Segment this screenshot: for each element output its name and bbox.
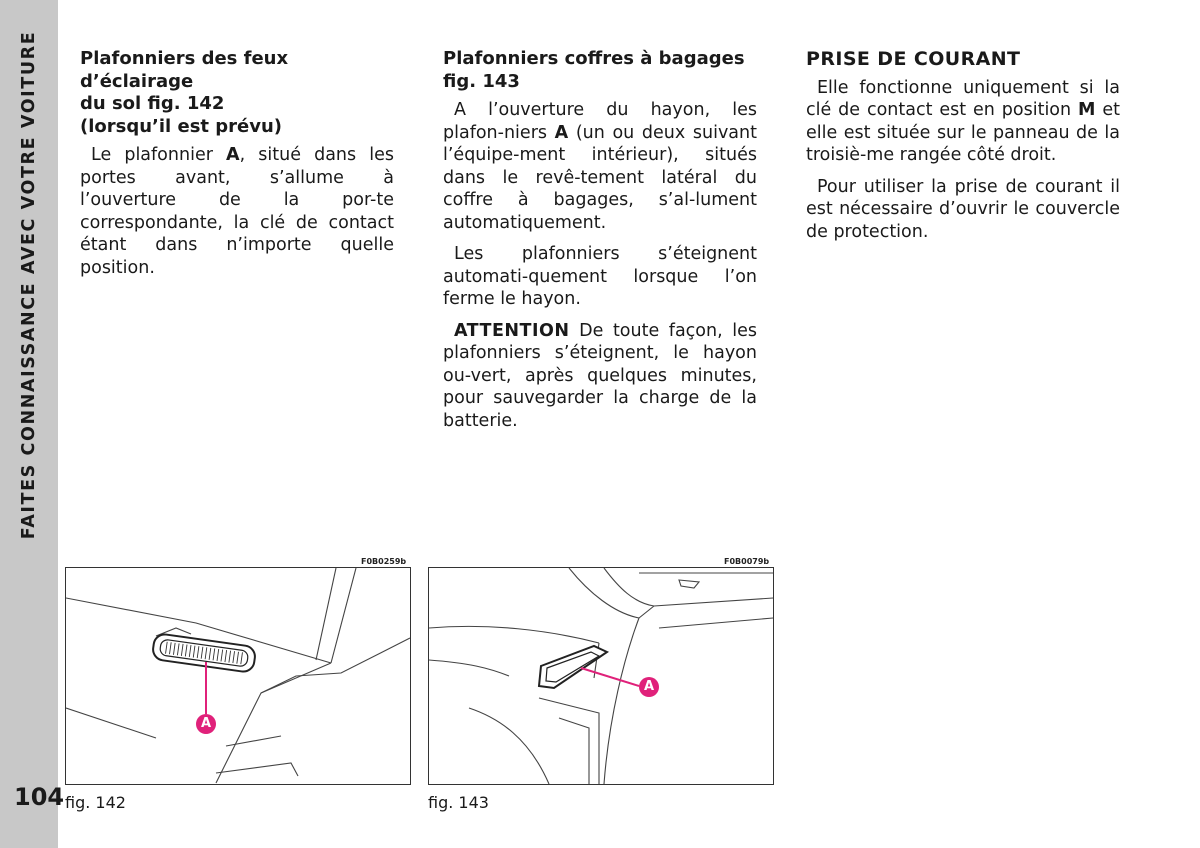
- figure-143: [428, 567, 774, 785]
- attention-paragraph: ATTENTION De toute façon, les plafonniers s’éteignent, le hayon ou-vert, après quelques minutes, pour sauvegarder la charge de la batterie.: [443, 320, 757, 431]
- paragraph: Elle fonctionne uniquement si la clé de contact est en position M et elle est située sur le panneau de la troisiè-me rangée côté droit.: [806, 77, 1120, 165]
- heading-line: Plafonniers coffres à bagages: [443, 48, 745, 69]
- paragraph: Le plafonnier A, situé dans les portes avant, s’allume à l’ouverture de la por-te correspondante, la clé de contact étant dans n’importe quelle position.: [80, 145, 394, 278]
- heading-line: fig. 143: [443, 70, 520, 92]
- heading-line: (lorsqu’il est prévu): [80, 115, 283, 137]
- figure-code: F0B0079b: [724, 557, 770, 566]
- figure-caption: fig. 143: [428, 793, 489, 812]
- heading-line: Plafonniers des feux d’éclairage: [80, 48, 289, 92]
- heading-line: du sol fig. 142: [80, 93, 225, 114]
- page-number: 104: [14, 783, 65, 811]
- heading-power-socket: PRISE DE COURANT: [806, 48, 1021, 70]
- paragraph: A l’ouverture du hayon, les plafon-niers A (un ou deux suivant l’équipe-ment intérieur), situés dans le revê-tement latéral du coffre à bagages, s’al-lument automatiquement.: [443, 100, 757, 233]
- boot-light-illustration: [429, 568, 773, 784]
- heading-floor-lights: [80, 48, 394, 138]
- figure-code: F0B0259b: [361, 557, 407, 566]
- heading-boot-lights: [443, 48, 757, 93]
- door-light-illustration: [66, 568, 410, 784]
- column-power-socket: [806, 48, 1120, 252]
- column-floor-lights: [80, 48, 394, 288]
- figure-caption: fig. 142: [65, 793, 126, 812]
- sidebar: [0, 0, 65, 848]
- marker-a: A: [196, 714, 216, 734]
- section-title: FAITES CONNAISSANCE AVEC VOTRE VOITURE: [19, 30, 39, 540]
- paragraph: Pour utiliser la prise de courant il est nécessaire d’ouvrir le couvercle de protection.: [806, 176, 1120, 242]
- figure-142: [65, 567, 411, 785]
- marker-leader-line: [581, 668, 639, 686]
- column-boot-lights: [443, 48, 757, 441]
- paragraph: Les plafonniers s’éteignent automati-quement lorsque l’on ferme le hayon.: [443, 244, 757, 309]
- marker-a: A: [639, 677, 659, 697]
